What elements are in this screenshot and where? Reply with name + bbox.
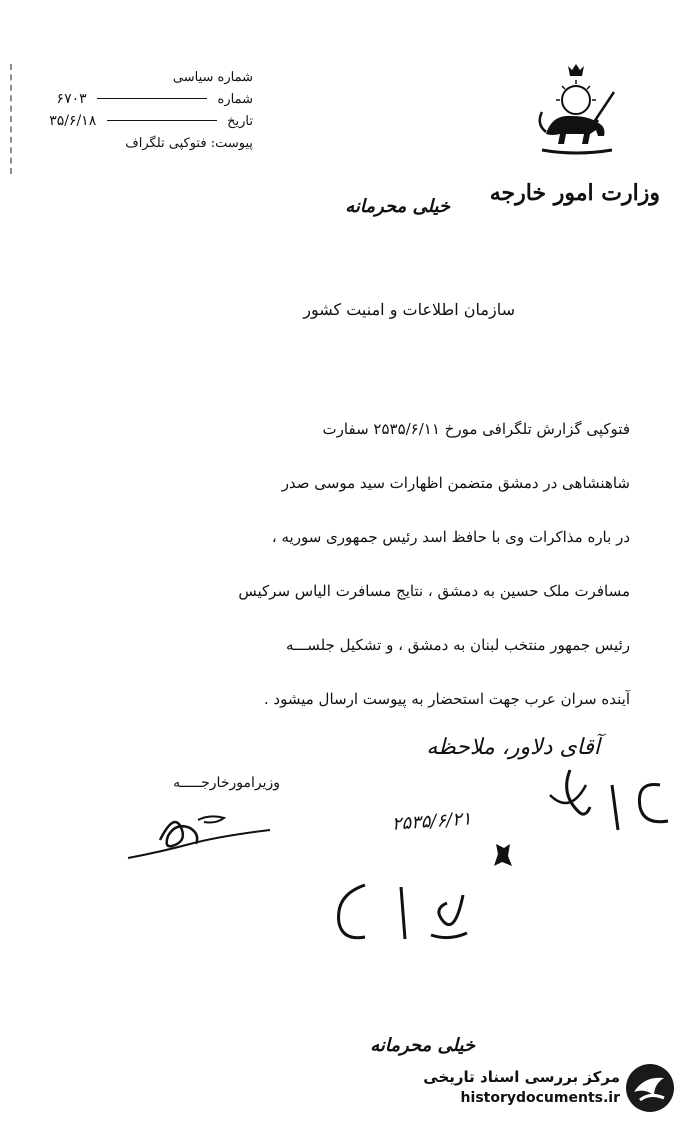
handwritten-date: ۲۵۳۵/۶/۲۱	[391, 808, 473, 835]
meta-number-value: ۶۷۰۳	[56, 91, 87, 107]
watermark-title: مرکز بررسی اسناد تاریخی	[423, 1068, 620, 1086]
body-line: رئیس جمهور منتخب لبنان به دمشق ، و تشکیل جلســـه	[285, 636, 630, 654]
meta-attachment	[28, 134, 253, 152]
handwritten-note: آقای دلاور، ملاحظه	[426, 735, 600, 760]
body-line: آینده سران عرب جهت استحضار به پیوست ارسال میشود .	[263, 690, 630, 708]
watermark	[420, 1060, 680, 1115]
meta-number-label: شماره	[217, 92, 253, 107]
document-meta	[10, 64, 260, 184]
meta-date-value: ۳۵/۶/۱۸	[49, 113, 97, 129]
ministry-title: وزارت امور خارجه	[489, 180, 660, 206]
meta-bracket	[10, 64, 26, 174]
body-line: در باره مذاکرات وی با حافظ اسد رئیس جمهوری سوریه ،	[271, 528, 630, 546]
recipient: سازمان اطلاعات و امنیت کشور	[303, 300, 515, 319]
body-line: فتوکپی گزارش تلگرافی مورخ ۲۵۳۵/۶/۱۱ سفارت	[322, 420, 630, 438]
history-documents-logo-icon	[624, 1062, 676, 1114]
watermark-url: historydocuments.ir	[460, 1090, 620, 1106]
handwritten-number-icon	[325, 875, 485, 955]
meta-political-number-label: شماره سیاسی	[172, 70, 253, 85]
letter-body	[70, 402, 630, 726]
meta-attachment-label: پیوست: فتوکپی تلگراف	[125, 136, 253, 151]
classification-bottom: خیلی محرمانه	[370, 1035, 475, 1056]
signature-label: وزیرامورخارجـــــه	[173, 775, 280, 791]
body-line: شاهنشاهی در دمشق متضمن اظهارات سید موسی صدر	[281, 474, 630, 492]
meta-date-label: تاریخ	[227, 114, 253, 129]
lion-and-sun-emblem-icon	[532, 64, 622, 159]
ink-blot-icon	[490, 840, 516, 870]
body-line: مسافرت ملک حسین به دمشق ، نتایج مسافرت الیاس سرکیس	[238, 582, 630, 600]
classification-top: خیلی محرمانه	[345, 196, 450, 217]
meta-date	[28, 112, 253, 130]
signature-scribble	[120, 800, 280, 870]
meta-political-number	[28, 68, 253, 86]
meta-number	[28, 90, 253, 108]
